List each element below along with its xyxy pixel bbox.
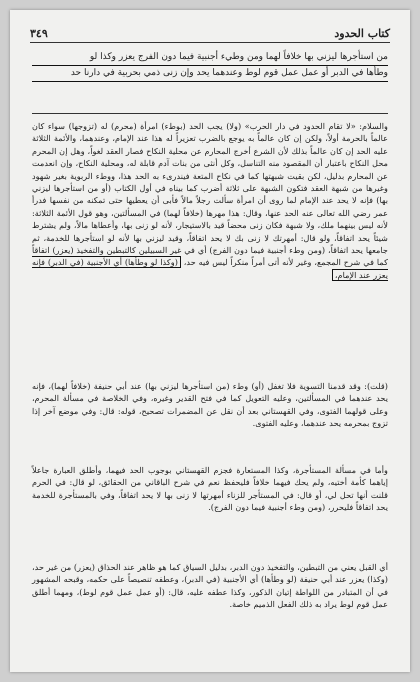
- commentary-text: أي القبل يعني من التبطين، والتفخيذ دون الدبر، بدليل السياق كما هو ظاهر عند الحذاق (يعزر) من غير حد، (وكذا) يعزر عند أبي حنيفة (لو وطأها) أي الأجنبية (في الدبر)، وعطفه تنصيصاً على حكمه، وقبحه المشهور في أن المتبادر من اللواطة إتيان الذكور، وكذا عطفه عليه، قال: (أو عمل عمل قوم لوط)، ومهما أطلق عمل قوم لوط يراد به ذلك الفعل الذميم خاصة.: [32, 562, 388, 610]
- book-page: [10, 10, 410, 672]
- header-title: كتاب الحدود: [334, 27, 390, 40]
- commentary-paragraph: [32, 464, 388, 516]
- matn-line: وطأها في الدبر أو عمل عمل قوم لوط وعندهما يحد وإن زنى ذمي بحربية في دارنا حد: [32, 66, 388, 82]
- separator-rule: [32, 113, 388, 114]
- commentary-text: (قلت): وقد قدمنا التسوية فلا تغفل (أو) وطء (من استأجرها ليزني بها) عند أبي حنيفة (خلافاً لهما)، فإنه يحد عندهما في المسألتين، وعليه التعويل كما في فتح القدير وغيره، وفي الخلاصة في مسألة المحرم، وعلى قولهما الفتوى، وفي القهستاني بعد أن نقل عن المضمرات تصحيح، قوله: قال: وفي موضع آخر إذا تزوج بمحرمه يحد عندهما، وعليه الفتوى.: [32, 381, 388, 429]
- page-number: ٣٤٩: [30, 27, 48, 40]
- matn-line: من استأجرها ليزني بها خلافاً لهما ومن وطيء أجنبية فيما دون الفرج يعزر وكذا لو: [32, 50, 388, 66]
- boxed-quote: (وكذا لو وطأها) أي الأجنبية (في الدبر) فإنه يعزر عند الإمام،: [32, 257, 388, 280]
- running-header: [30, 24, 390, 43]
- commentary-paragraph: [32, 380, 388, 432]
- matn-text: [32, 50, 388, 82]
- commentary-text: وأما في مسألة المستأجرة، وكذا المستعارة فجزم القهستاني بوجوب الحد فيهما، وأطلق العبارة جاعلاً إياهما كأمة أختيه، ولم يحك فيهما خلافاً فليحفظ نعم في شرح الباقاني من الحقائق، لو قال: في الحرم قلنت أنها تحل لي، أو قال: في المستأجر للزناء أمهرتها لا زنى بها لا يحد اتفاقاً، وفي بالمستأجرة للخدمة يحد اتفاقاً فليحرر، (ومن وطء أجنبية فيما دون الفرج).: [32, 465, 388, 513]
- commentary-paragraph: [32, 120, 388, 283]
- commentary-paragraph: [32, 561, 388, 613]
- commentary-text: والسلام: «لا تقام الحدود في دار الحرب» (ولا) يجب الحد (بوطء) امرأة (محرم) له (تزوجها) سواء كان عالماً بالحرمة أولاً، ولكن إن كان عالماً به يوجع بالضرب تعزيراً له هذا عند الإمام، وعندهما، والأئمة الثلاثة عليه الحد إن كان عالماً بذلك لأن الشرع أخرج المحارم عن محلية النكاح فصار العقد لغواً، وهل إن المحرم محل النكاح باعتبار أن المقصود منه التناسل، وكل أنثى من بنات آدم قابلة له، ومحلية النكاح، وإن انعدمت عن المحارم بدليل، لكن بقيت شبهتها كما في نكاح المتعة فيندرىء به الحد هذا، ووطء الربوية بغير شهود وغيرها من شبهة العقد فتكون الشبهة على ثلاثة أضرب كما بيناه في أول الكتاب (أو من استأجرها ليزني بها) فإنه لا يحد عند الإمام لما روى أن امرأة سألت رجلاً مالاً فأبى أن يعطيها حتى تمكنه من نفسها فدرأ عمر رضي الله تعالى عنه الحد عنها، وقال: هذا مهرها (خلافاً لهما) في المسألتين، وهو قول الأئمة الثلاثة: لأنه ليس بينهما ملك، ولا شبهة فكان زنى محضاً قيد بالاستيجار، لأنه لو زنى بها، وأعطاها مالاً، ولم يشترط شيئاً يحد اتفاقاً، ولو قال: أمهرتك لا زنى بك لا يحد اتفاقاً، وقيد ليزني بها لأنه لو استأجرها للخدمة، ثم جامعها يحد اتفاقاً، (ومن وطء أجنبية فيما دون الفرج) أي في غير السبيلين كالتبطين والتفخيذ (يعزر) اتفاقاً كما في شرح المجمع، وغير لأنه أتى أمراً منكراً ليس فيه حد،: [32, 121, 388, 268]
